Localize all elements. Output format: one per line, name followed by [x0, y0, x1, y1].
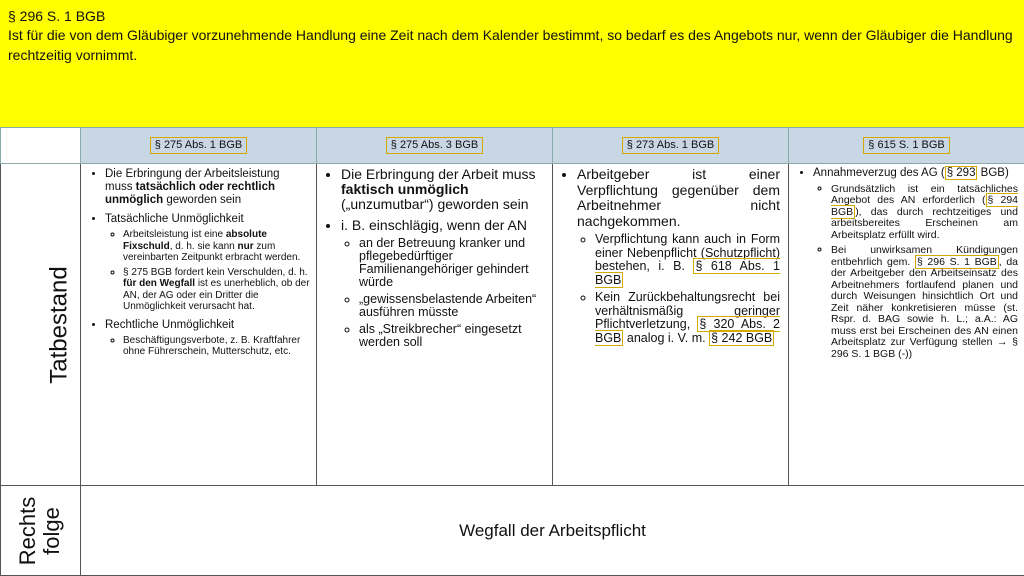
norm-reference: § 293 [946, 167, 976, 179]
column-header-label: § 275 Abs. 3 BGB [386, 137, 483, 154]
list-item: ◦ als „Streikbrecher“ eingesetzt werden soll [359, 323, 546, 349]
rechtsfolge-label: Rechts folge [15, 496, 65, 565]
tatbestand-row [1, 164, 1024, 486]
rechtsfolge-text: Wegfall der Arbeitspflicht [81, 486, 1024, 576]
list-item: • Die Erbringung der Arbeitsleistung muss tatsächlich oder rechtlich unmöglich geworden sein [105, 168, 310, 207]
rechtsfolge-label-cell [1, 486, 81, 576]
list-item: ◦ § 275 BGB fordert kein Verschulden, d. h. für den Wegfall ist es unerheblich, ob der AN, der AG oder ein Dritter die Unmöglichkeit verursacht hat. [123, 267, 310, 313]
norm-reference: § 320 Abs. 2 BGB [595, 317, 780, 345]
banner-citation: § 296 S. 1 BGB [8, 8, 106, 24]
cell-275-3 [317, 164, 553, 486]
column-header [317, 128, 553, 164]
cell-615-1 [789, 164, 1024, 486]
list-item: ◦ an der Betreuung kranker und pflegebedürftiger Familienangehöriger gehindert würde [359, 237, 546, 289]
cell-275-1 [81, 164, 317, 486]
column-header [81, 128, 317, 164]
list-item: ◦ Grundsätzlich ist ein tatsächliches Angebot des AN erforderlich ( § 294 BGB ), das durch rechtzeitiges und arbeitsbereites Erscheinen am Arbeitsplatz erfüllt wird. [831, 184, 1018, 242]
list-item: • Annahmeverzug des AG ( § 293 BGB) ◦ Grundsätzlich ist ein tatsächliches Angebot des AN erforderlich ( § 294 BGB ), das durch rechtzeitiges und arbeitsbereites Erscheinen am Arbeitsplatz erfüllt wird. ◦ Bei unwirksamen Kündigungen entbehrlich gem. § 296 S. 1 BGB , da der Arbeitgeber den Arbeitseinsatz des Arbeitnehmers fortlaufend planen und durch Weisungen hinsichtlich Ort und Zeit näher konkretisieren müsse (st. Rspr. d. BAG sowie h. L.; a.A.: AG muss erst bei Erscheinen des AN einen Arbeitsplatz zur Verfügung stellen → § 296 S. 1 BGB (-)) [813, 167, 1018, 360]
list-item: • Arbeitgeber ist einer Verpflichtung gegenüber dem Arbeitnehmer nicht nachgekommen. ◦ Verpflichtung kann auch in Form einer Nebenpflicht (Schutzpflicht) bestehen, i. B. § 618 Abs. 1 BGB ◦ Kein Zurückbehaltungsrecht bei verhältnismäßig geringer Pflichtverletzung, § 320 Abs. 2 BGB analog i. V. m. § 242 BGB [577, 167, 780, 345]
norm-reference: § 294 BGB [831, 194, 1019, 218]
header-row [1, 128, 1024, 164]
list-item: • Tatsächliche Unmöglichkeit ◦ Arbeitsleistung ist eine absolute Fixschuld, d. h. sie kann nur zum vereinbarten Zeitpunkt erbracht werden. ◦ § 275 BGB fordert kein Verschulden, d. h. für den Wegfall ist es unerheblich, ob der AN, der AG oder ein Dritter die Unmöglichkeit verursacht hat. [105, 213, 310, 313]
norm-banner [0, 0, 1024, 127]
cell-273-1 [553, 164, 789, 486]
column-header-label: § 273 Abs. 1 BGB [622, 137, 719, 154]
list-item: ◦ Arbeitsleistung ist eine absolute Fixschuld, d. h. sie kann nur zum vereinbarten Zeitpunkt erbracht werden. [123, 229, 310, 264]
norm-reference: § 618 Abs. 1 BGB [595, 259, 780, 287]
list-item: ◦ Bei unwirksamen Kündigungen entbehrlich gem. § 296 S. 1 BGB , da der Arbeitgeber den Arbeitseinsatz des Arbeitnehmers fortlaufend planen und durch Weisungen hinsichtlich Ort und Zeit näher konkretisieren müsse (st. Rspr. d. BAG sowie h. L.; a.A.: AG muss erst bei Erscheinen des AN einen Arbeitsplatz zur Verfügung stellen → § 296 S. 1 BGB (-)) [831, 245, 1018, 360]
norm-reference: § 242 BGB [711, 330, 773, 345]
header-corner [1, 128, 81, 164]
column-header-label: § 615 S. 1 BGB [863, 137, 949, 154]
list-item: ◦ Verpflichtung kann auch in Form einer Nebenpflicht (Schutzpflicht) bestehen, i. B. § 618 Abs. 1 BGB [595, 233, 780, 287]
comparison-table [0, 127, 1024, 576]
banner-text: Ist für die von dem Gläubiger vorzunehmende Handlung eine Zeit nach dem Kalender bestimmt, so bedarf es des Angebots nur, wenn der Gläubiger die Handlung rechtzeitig vornimmt. [8, 27, 1013, 63]
rechtsfolge-row [1, 486, 1024, 576]
list-item: • Rechtliche Unmöglichkeit ◦ Beschäftigungsverbote, z. B. Kraftfahrer ohne Führerschein, Mutterschutz, etc. [105, 319, 310, 358]
list-item: • Die Erbringung der Arbeit muss faktisch unmöglich („unzumutbar“) geworden sein [341, 167, 546, 212]
list-item: • i. B. einschlägig, wenn der AN ◦ an der Betreuung kranker und pflegebedürftiger Familienangehöriger gehindert würde ◦ „gewissensbelastende Arbeiten“ ausführen müsste ◦ als „Streikbrecher“ eingesetzt werden soll [341, 218, 546, 349]
list-item: ◦ Beschäftigungsverbote, z. B. Kraftfahrer ohne Führerschein, Mutterschutz, etc. [123, 335, 310, 358]
list-item: ◦ „gewissensbelastende Arbeiten“ ausführen müsste [359, 293, 546, 319]
column-header [553, 128, 789, 164]
norm-reference: § 296 S. 1 BGB [916, 255, 997, 268]
tatbestand-label-cell [1, 164, 81, 486]
column-header-label: § 275 Abs. 1 BGB [150, 137, 247, 154]
list-item: ◦ Kein Zurückbehaltungsrecht bei verhältnismäßig geringer Pflichtverletzung, § 320 Abs. 2 BGB analog i. V. m. § 242 BGB [595, 291, 780, 345]
tatbestand-label: Tatbestand [45, 265, 73, 384]
column-header [789, 128, 1024, 164]
